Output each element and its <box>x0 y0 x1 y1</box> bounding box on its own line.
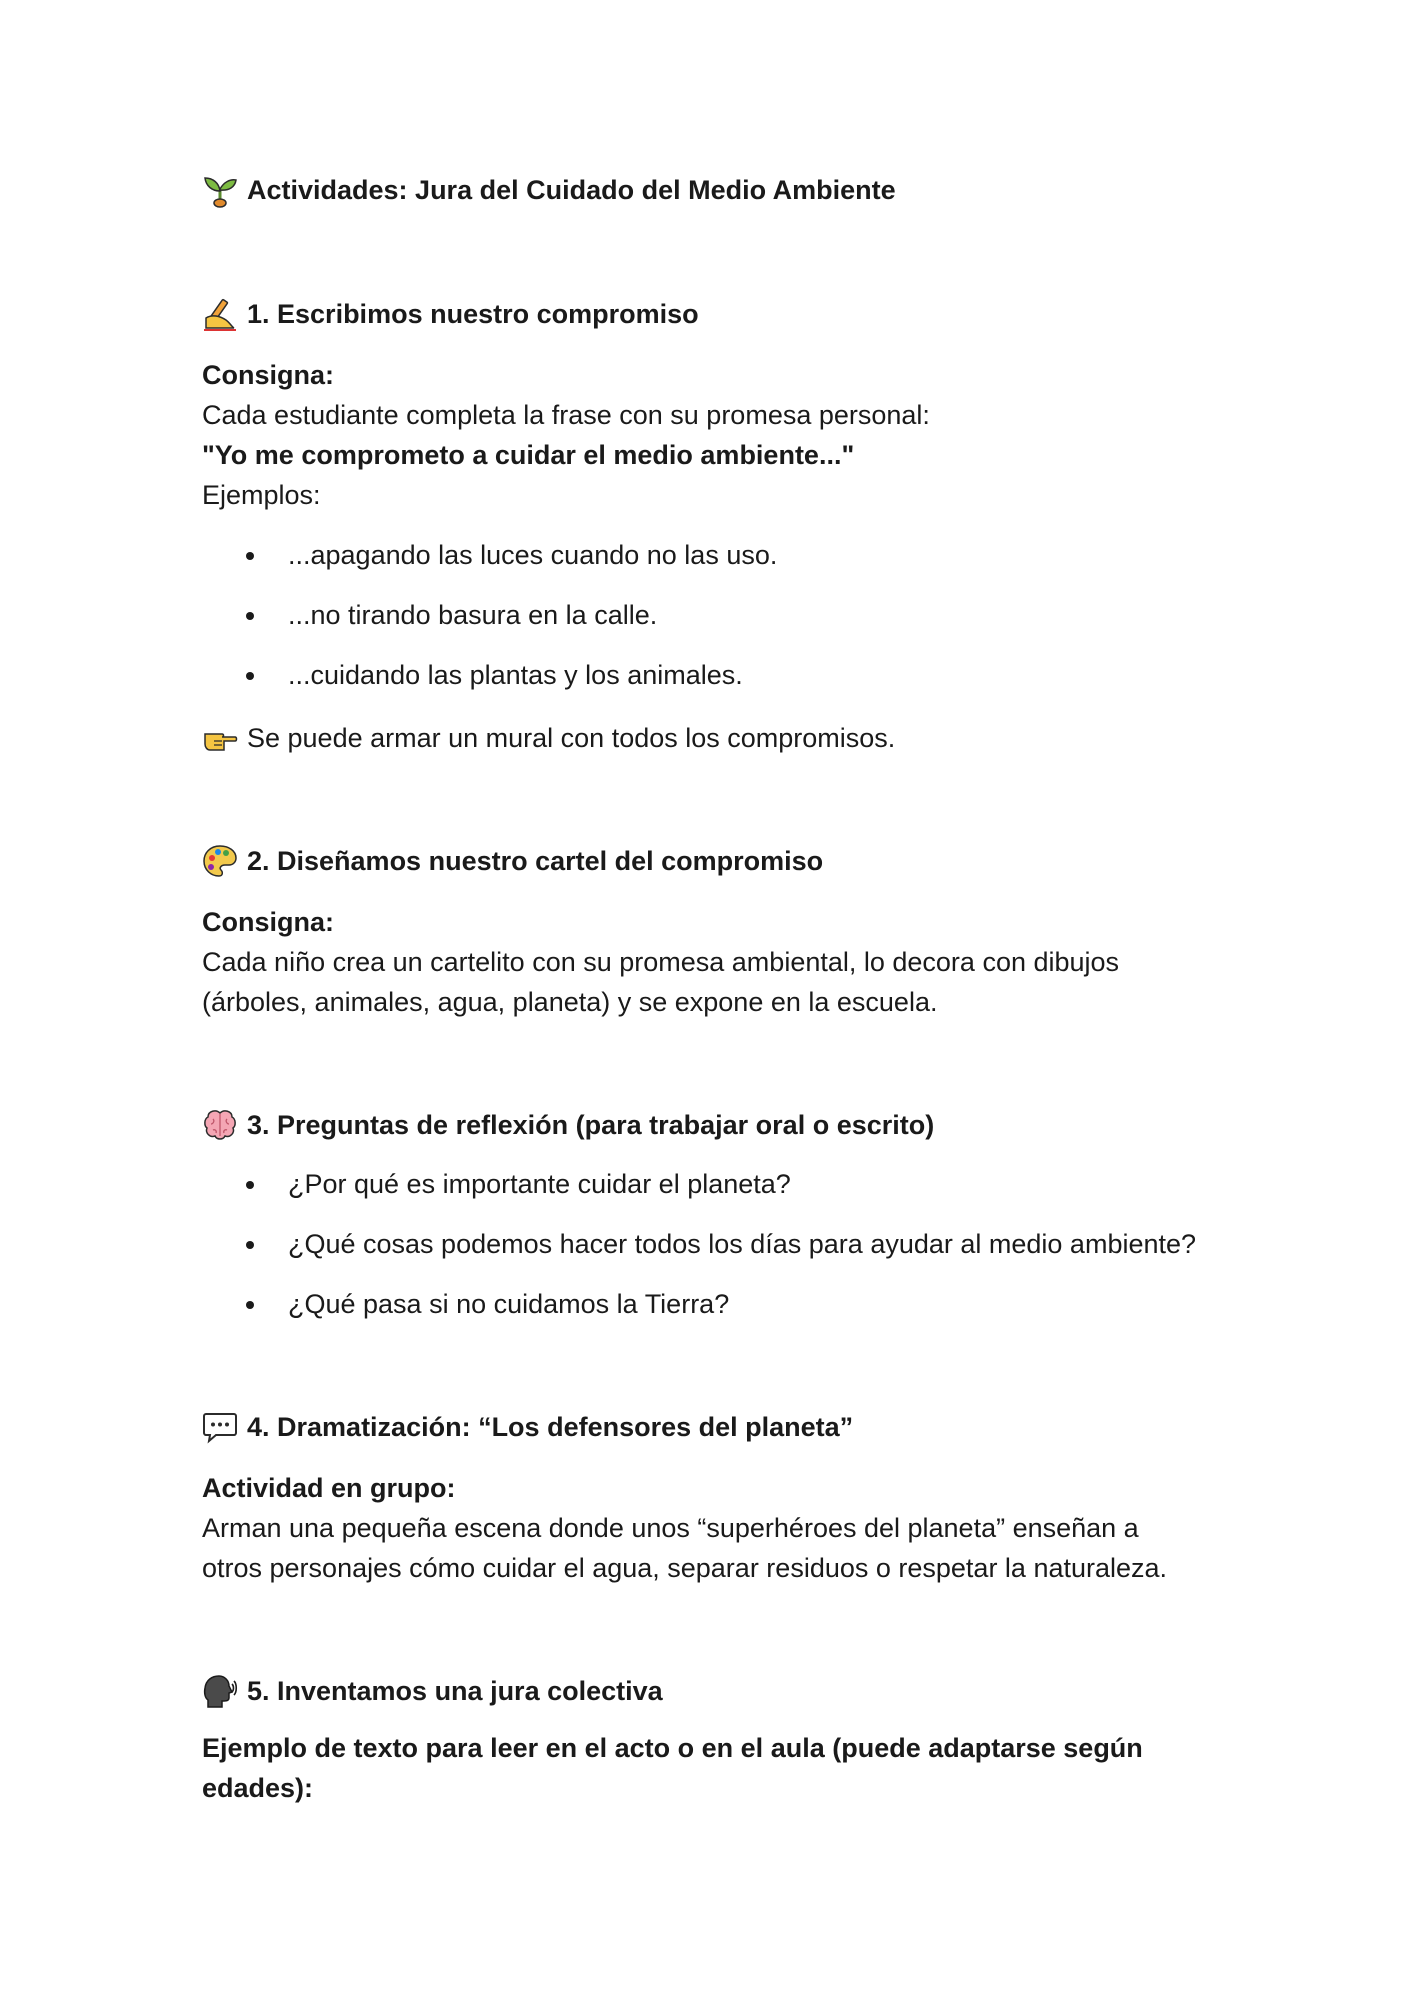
section-4-title: 4. Dramatización: “Los defensores del planeta” <box>247 1411 854 1442</box>
section-3-heading <box>202 1107 934 1143</box>
speaking-head-icon <box>202 1673 238 1709</box>
section-1-quote: "Yo me comprometo a cuidar el medio ambiente..." <box>202 440 855 470</box>
section-2-body <box>202 902 1222 1022</box>
bullet-dot <box>246 612 254 620</box>
list-item: ¿Qué cosas podemos hacer todos los días para ayudar al medio ambiente? <box>244 1224 1244 1284</box>
section-3-bullet-list <box>244 1164 1244 1344</box>
speech-bubble-icon <box>202 1409 238 1445</box>
section-2-line: Cada niño crea un cartelito con su promesa ambiental, lo decora con dibujos <box>202 947 1120 977</box>
page-title: Actividades: Jura del Cuidado del Medio Ambiente <box>247 174 896 205</box>
section-2-label: Consigna: <box>202 907 334 937</box>
section-3-title: 3. Preguntas de reflexión (para trabajar oral o escrito) <box>247 1109 935 1140</box>
section-4-body <box>202 1468 1222 1588</box>
bullet-dot <box>246 1301 254 1309</box>
bullet-dot <box>246 1241 254 1249</box>
writing-hand-icon <box>202 296 238 332</box>
section-5-title: 5. Inventamos una jura colectiva <box>247 1675 663 1706</box>
section-1-bullet-list <box>244 535 1244 715</box>
section-1-note <box>202 720 895 756</box>
section-5-label: edades): <box>202 1773 314 1803</box>
list-item: ...no tirando basura en la calle. <box>244 595 1244 655</box>
section-1-line: Cada estudiante completa la frase con su promesa personal: <box>202 400 930 430</box>
title-row <box>202 172 896 208</box>
section-2-line: (árboles, animales, agua, planeta) y se expone en la escuela. <box>202 987 938 1017</box>
seedling-icon <box>202 172 238 208</box>
section-4-heading <box>202 1409 853 1445</box>
list-item: ¿Por qué es importante cuidar el planeta? <box>244 1164 1244 1224</box>
list-item: ...cuidando las plantas y los animales. <box>244 655 1244 715</box>
section-1-title: 1. Escribimos nuestro compromiso <box>247 298 699 329</box>
bullet-dot <box>246 672 254 680</box>
artist-palette-icon <box>202 843 238 879</box>
section-5-body <box>202 1728 1222 1808</box>
section-1-heading <box>202 296 699 332</box>
brain-icon <box>202 1107 238 1143</box>
section-1-label: Consigna: <box>202 360 334 390</box>
section-1-examples-label: Ejemplos: <box>202 480 321 510</box>
section-5-label: Ejemplo de texto para leer en el acto o en el aula (puede adaptarse según <box>202 1733 1143 1763</box>
section-2-title: 2. Diseñamos nuestro cartel del compromiso <box>247 845 824 876</box>
section-2-heading <box>202 843 823 879</box>
bullet-dot <box>246 1181 254 1189</box>
section-4-line: otros personajes cómo cuidar el agua, separar residuos o respetar la naturaleza. <box>202 1553 1168 1583</box>
list-item: ¿Qué pasa si no cuidamos la Tierra? <box>244 1284 1244 1344</box>
section-4-label: Actividad en grupo: <box>202 1473 456 1503</box>
pointing-hand-icon <box>202 720 238 756</box>
section-4-line: Arman una pequeña escena donde unos “superhéroes del planeta” enseñan a <box>202 1513 1139 1543</box>
list-item: ...apagando las luces cuando no las uso. <box>244 535 1244 595</box>
bullet-dot <box>246 552 254 560</box>
section-1-note-text: Se puede armar un mural con todos los compromisos. <box>247 722 896 753</box>
section-1-body <box>202 355 1222 515</box>
section-5-heading <box>202 1673 663 1709</box>
